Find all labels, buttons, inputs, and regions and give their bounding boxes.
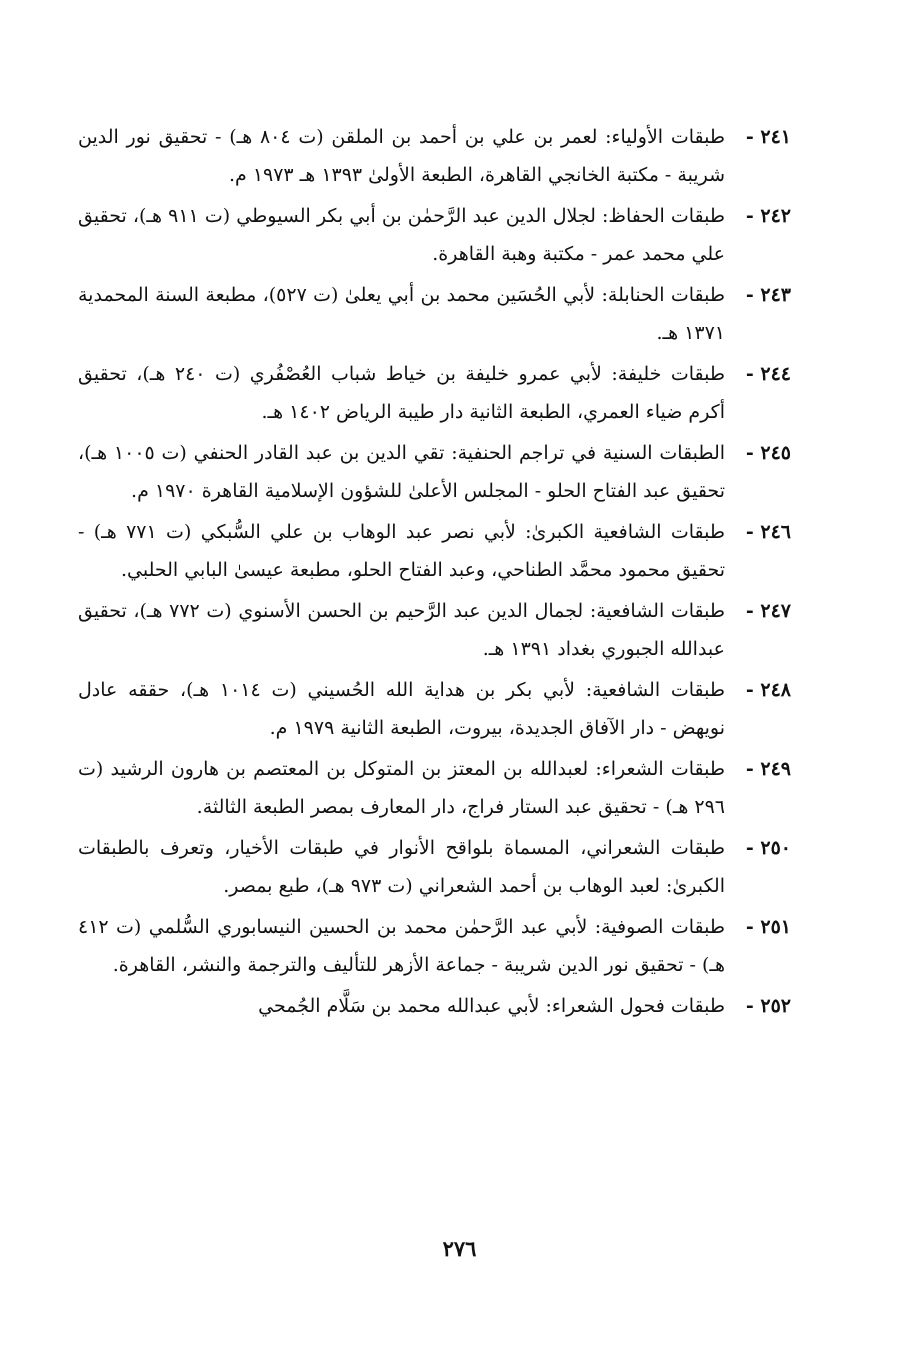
bibliography-entry: [78, 355, 791, 431]
entry-text: طبقات الصوفية: لأبي عبد الرَّحمٰن محمد بن الحسين النيسابوري السُّلمي (ت ٤١٢ هـ) - تحقيق نور الدين شريبة - جماعة الأزهر للتأليف والترجمة والنشر، القاهرة.: [78, 916, 725, 976]
entry-number: ٢٤٩ -: [745, 758, 791, 780]
entry-number: ٢٥٢ -: [745, 995, 791, 1017]
bibliography-entry: [78, 592, 791, 668]
entry-number: ٢٤٤ -: [745, 363, 791, 385]
entry-number: ٢٥٠ -: [745, 837, 791, 859]
entry-text: الطبقات السنية في تراجم الحنفية: تقي الدين بن عبد القادر الحنفي (ت ١٠٠٥ هـ)، تحقيق عبد الفتاح الحلو - المجلس الأعلىٰ للشؤون الإسلامية القاهرة ١٩٧٠ م.: [78, 442, 726, 502]
entry-text: طبقات خليفة: لأبي عمرو خليفة بن خياط شباب العُصْفُري (ت ٢٤٠ هـ)، تحقيق أكرم ضياء العمري، الطبعة الثانية دار طيبة الرياض ١٤٠٢ هـ.: [78, 363, 725, 423]
entry-text: طبقات الشعراني، المسماة بلواقح الأنوار في طبقات الأخيار، وتعرف بالطبقات الكبرىٰ: لعبد الوهاب بن أحمد الشعراني (ت ٩٧٣ هـ)، طبع بمصر.: [78, 837, 725, 897]
bibliography-entry: [78, 276, 791, 352]
entry-text: طبقات الشافعية: لأبي بكر بن هداية الله الحُسيني (ت ١٠١٤ هـ)، حققه عادل نويهض - دار الآفاق الجديدة، بيروت، الطبعة الثانية ١٩٧٩ م.: [78, 679, 726, 739]
bibliography-list: [78, 118, 791, 1028]
entry-number: ٢٤٦ -: [745, 521, 791, 543]
bibliography-entry: [78, 513, 791, 589]
bibliography-entry: [78, 829, 791, 905]
bibliography-entry: [78, 987, 791, 1025]
entry-text: طبقات الأولياء: لعمر بن علي بن أحمد بن الملقن (ت ٨٠٤ هـ) - تحقيق نور الدين شريبة - مكتبة الخانجي القاهرة، الطبعة الأولىٰ ١٣٩٣ هـ ١٩٧٣ م.: [78, 126, 725, 186]
bibliography-entry: [78, 908, 791, 984]
entry-text: طبقات الحنابلة: لأبي الحُسَين محمد بن أبي يعلىٰ (ت ٥٢٧)، مطبعة السنة المحمدية ١٣٧١ هـ.: [78, 284, 725, 344]
bibliography-entry: [78, 197, 791, 273]
bibliography-entry: [78, 434, 791, 510]
entry-text: طبقات الشافعية الكبرىٰ: لأبي نصر عبد الوهاب بن علي السُّبكي (ت ٧٧١ هـ) - تحقيق محمود محمَّد الطناحي، وعبد الفتاح الحلو، مطبعة عيسىٰ البابي الحلبي.: [78, 521, 725, 581]
entry-number: ٢٤٧ -: [745, 600, 791, 622]
entry-text: طبقات الحفاظ: لجلال الدين عبد الرَّحمٰن بن أبي بكر السيوطي (ت ٩١١ هـ)، تحقيق علي محمد عمر - مكتبة وهبة القاهرة.: [78, 205, 725, 265]
entry-number: ٢٤٥ -: [745, 442, 791, 464]
entry-number: ٢٤٢ -: [745, 205, 791, 227]
entry-number: ٢٤٣ -: [745, 284, 791, 306]
entry-text: طبقات الشعراء: لعبدالله بن المعتز بن المتوكل بن المعتصم بن هارون الرشيد (ت ٢٩٦ هـ) - تحقيق عبد الستار فراج، دار المعارف بمصر الطبعة الثالثة.: [78, 758, 725, 818]
entry-number: ٢٤٨ -: [745, 679, 791, 701]
page-number: ٢٧٦: [442, 1236, 477, 1261]
entry-number: ٢٥١ -: [745, 916, 791, 938]
entry-text: طبقات فحول الشعراء: لأبي عبدالله محمد بن سَلَّام الجُمحي: [258, 995, 725, 1017]
bibliography-entry: [78, 671, 791, 747]
bibliography-entry: [78, 118, 791, 194]
entry-text: طبقات الشافعية: لجمال الدين عبد الرَّحيم بن الحسن الأسنوي (ت ٧٧٢ هـ)، تحقيق عبدالله الجبوري بغداد ١٣٩١ هـ.: [78, 600, 725, 660]
bibliography-entry: [78, 750, 791, 826]
entry-number: ٢٤١ -: [745, 126, 791, 148]
